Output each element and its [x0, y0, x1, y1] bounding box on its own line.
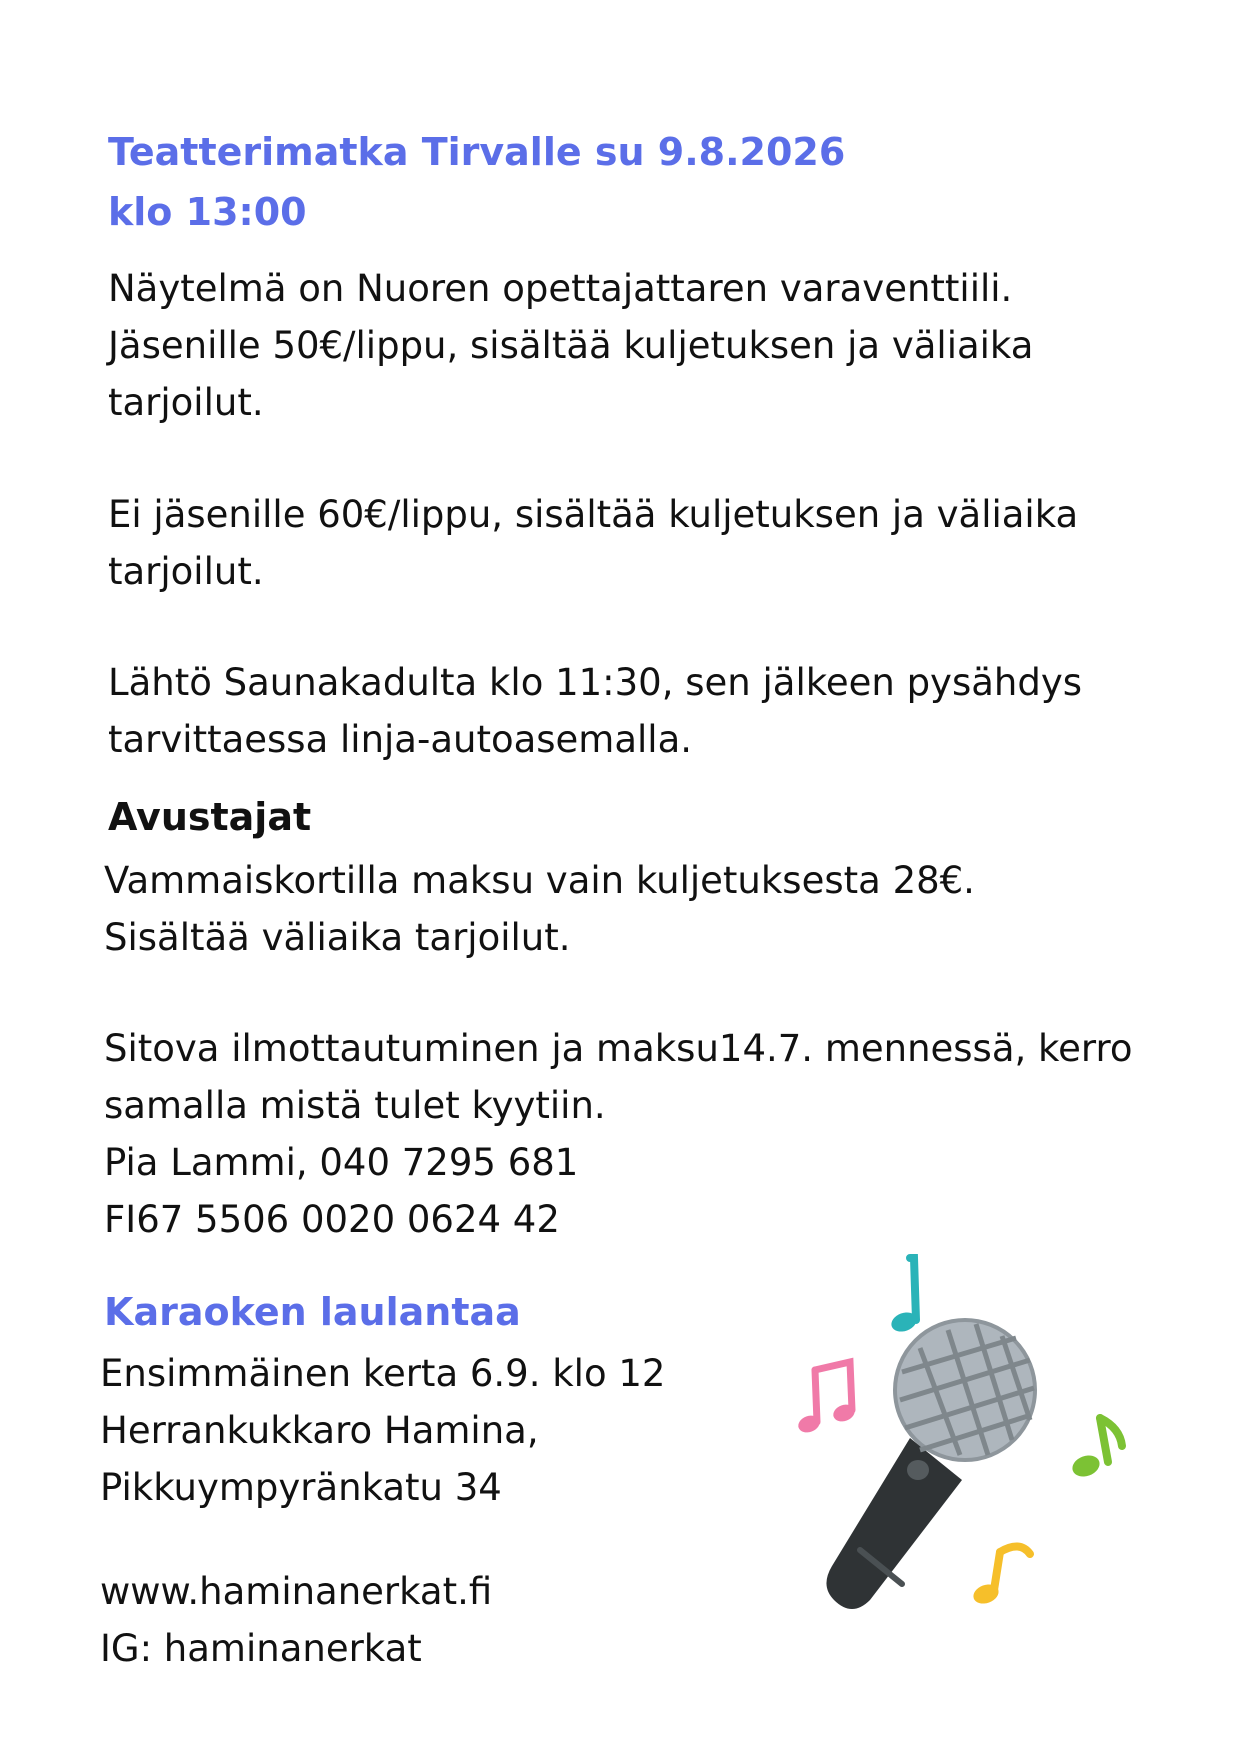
- music-note-teal-icon: [889, 1258, 920, 1335]
- microphone-with-music-notes-icon: [790, 1250, 1150, 1620]
- instagram-handle: IG: haminanerkat: [100, 1627, 422, 1670]
- text-line: tarvittaessa linja-autoasemalla.: [108, 718, 693, 761]
- microphone-body-icon: [826, 1438, 962, 1609]
- music-note-pink-icon: [796, 1362, 857, 1435]
- assistants-heading: Avustajat: [108, 795, 312, 839]
- departure-paragraph: [108, 654, 1082, 768]
- microphone-head-icon: [895, 1320, 1035, 1460]
- text-line: Ei jäsenille 60€/lippu, sisältää kuljetuksen ja väliaika: [108, 493, 1079, 536]
- music-note-yellow-icon: [971, 1546, 1030, 1606]
- text-line: Pikkuympyränkatu 34: [100, 1466, 502, 1509]
- karaoke-heading: Karaoken laulantaa: [104, 1290, 521, 1334]
- text-line: Näytelmä on Nuoren opettajattaren varaventtiili.: [108, 267, 1013, 310]
- text-line: Sitova ilmottautuminen ja maksu14.7. mennessä, kerro: [104, 1027, 1133, 1070]
- website-link[interactable]: www.haminanerkat.fi: [100, 1570, 493, 1613]
- title-line-1: Teatterimatka Tirvalle su 9.8.2026: [108, 130, 846, 174]
- text-line: samalla mistä tulet kyytiin.: [104, 1084, 606, 1127]
- contact-paragraph: [100, 1563, 492, 1677]
- text-line: Herrankukkaro Hamina,: [100, 1409, 539, 1452]
- music-note-green-icon: [1069, 1418, 1122, 1480]
- text-line: tarjoilut.: [108, 381, 264, 424]
- text-line: Vammaiskortilla maksu vain kuljetuksesta 28€.: [104, 859, 975, 902]
- text-line: Sisältää väliaika tarjoilut.: [104, 916, 571, 959]
- text-line: Jäsenille 50€/lippu, sisältää kuljetuksen ja väliaika: [108, 324, 1034, 367]
- assistants-paragraph: [104, 852, 975, 966]
- title-line-2: klo 13:00: [108, 190, 307, 234]
- karaoke-paragraph: [100, 1345, 665, 1516]
- text-line: Ensimmäinen kerta 6.9. klo 12: [100, 1352, 666, 1395]
- bank-account: FI67 5506 0020 0624 42: [104, 1198, 560, 1241]
- text-line: tarjoilut.: [108, 550, 264, 593]
- play-intro-paragraph: [108, 260, 1033, 431]
- registration-paragraph: [104, 1020, 1133, 1248]
- contact-person: Pia Lammi, 040 7295 681: [104, 1141, 579, 1184]
- theatre-trip-title: [108, 122, 845, 242]
- nonmember-price-paragraph: [108, 486, 1078, 600]
- text-line: Lähtö Saunakadulta klo 11:30, sen jälkeen pysähdys: [108, 661, 1083, 704]
